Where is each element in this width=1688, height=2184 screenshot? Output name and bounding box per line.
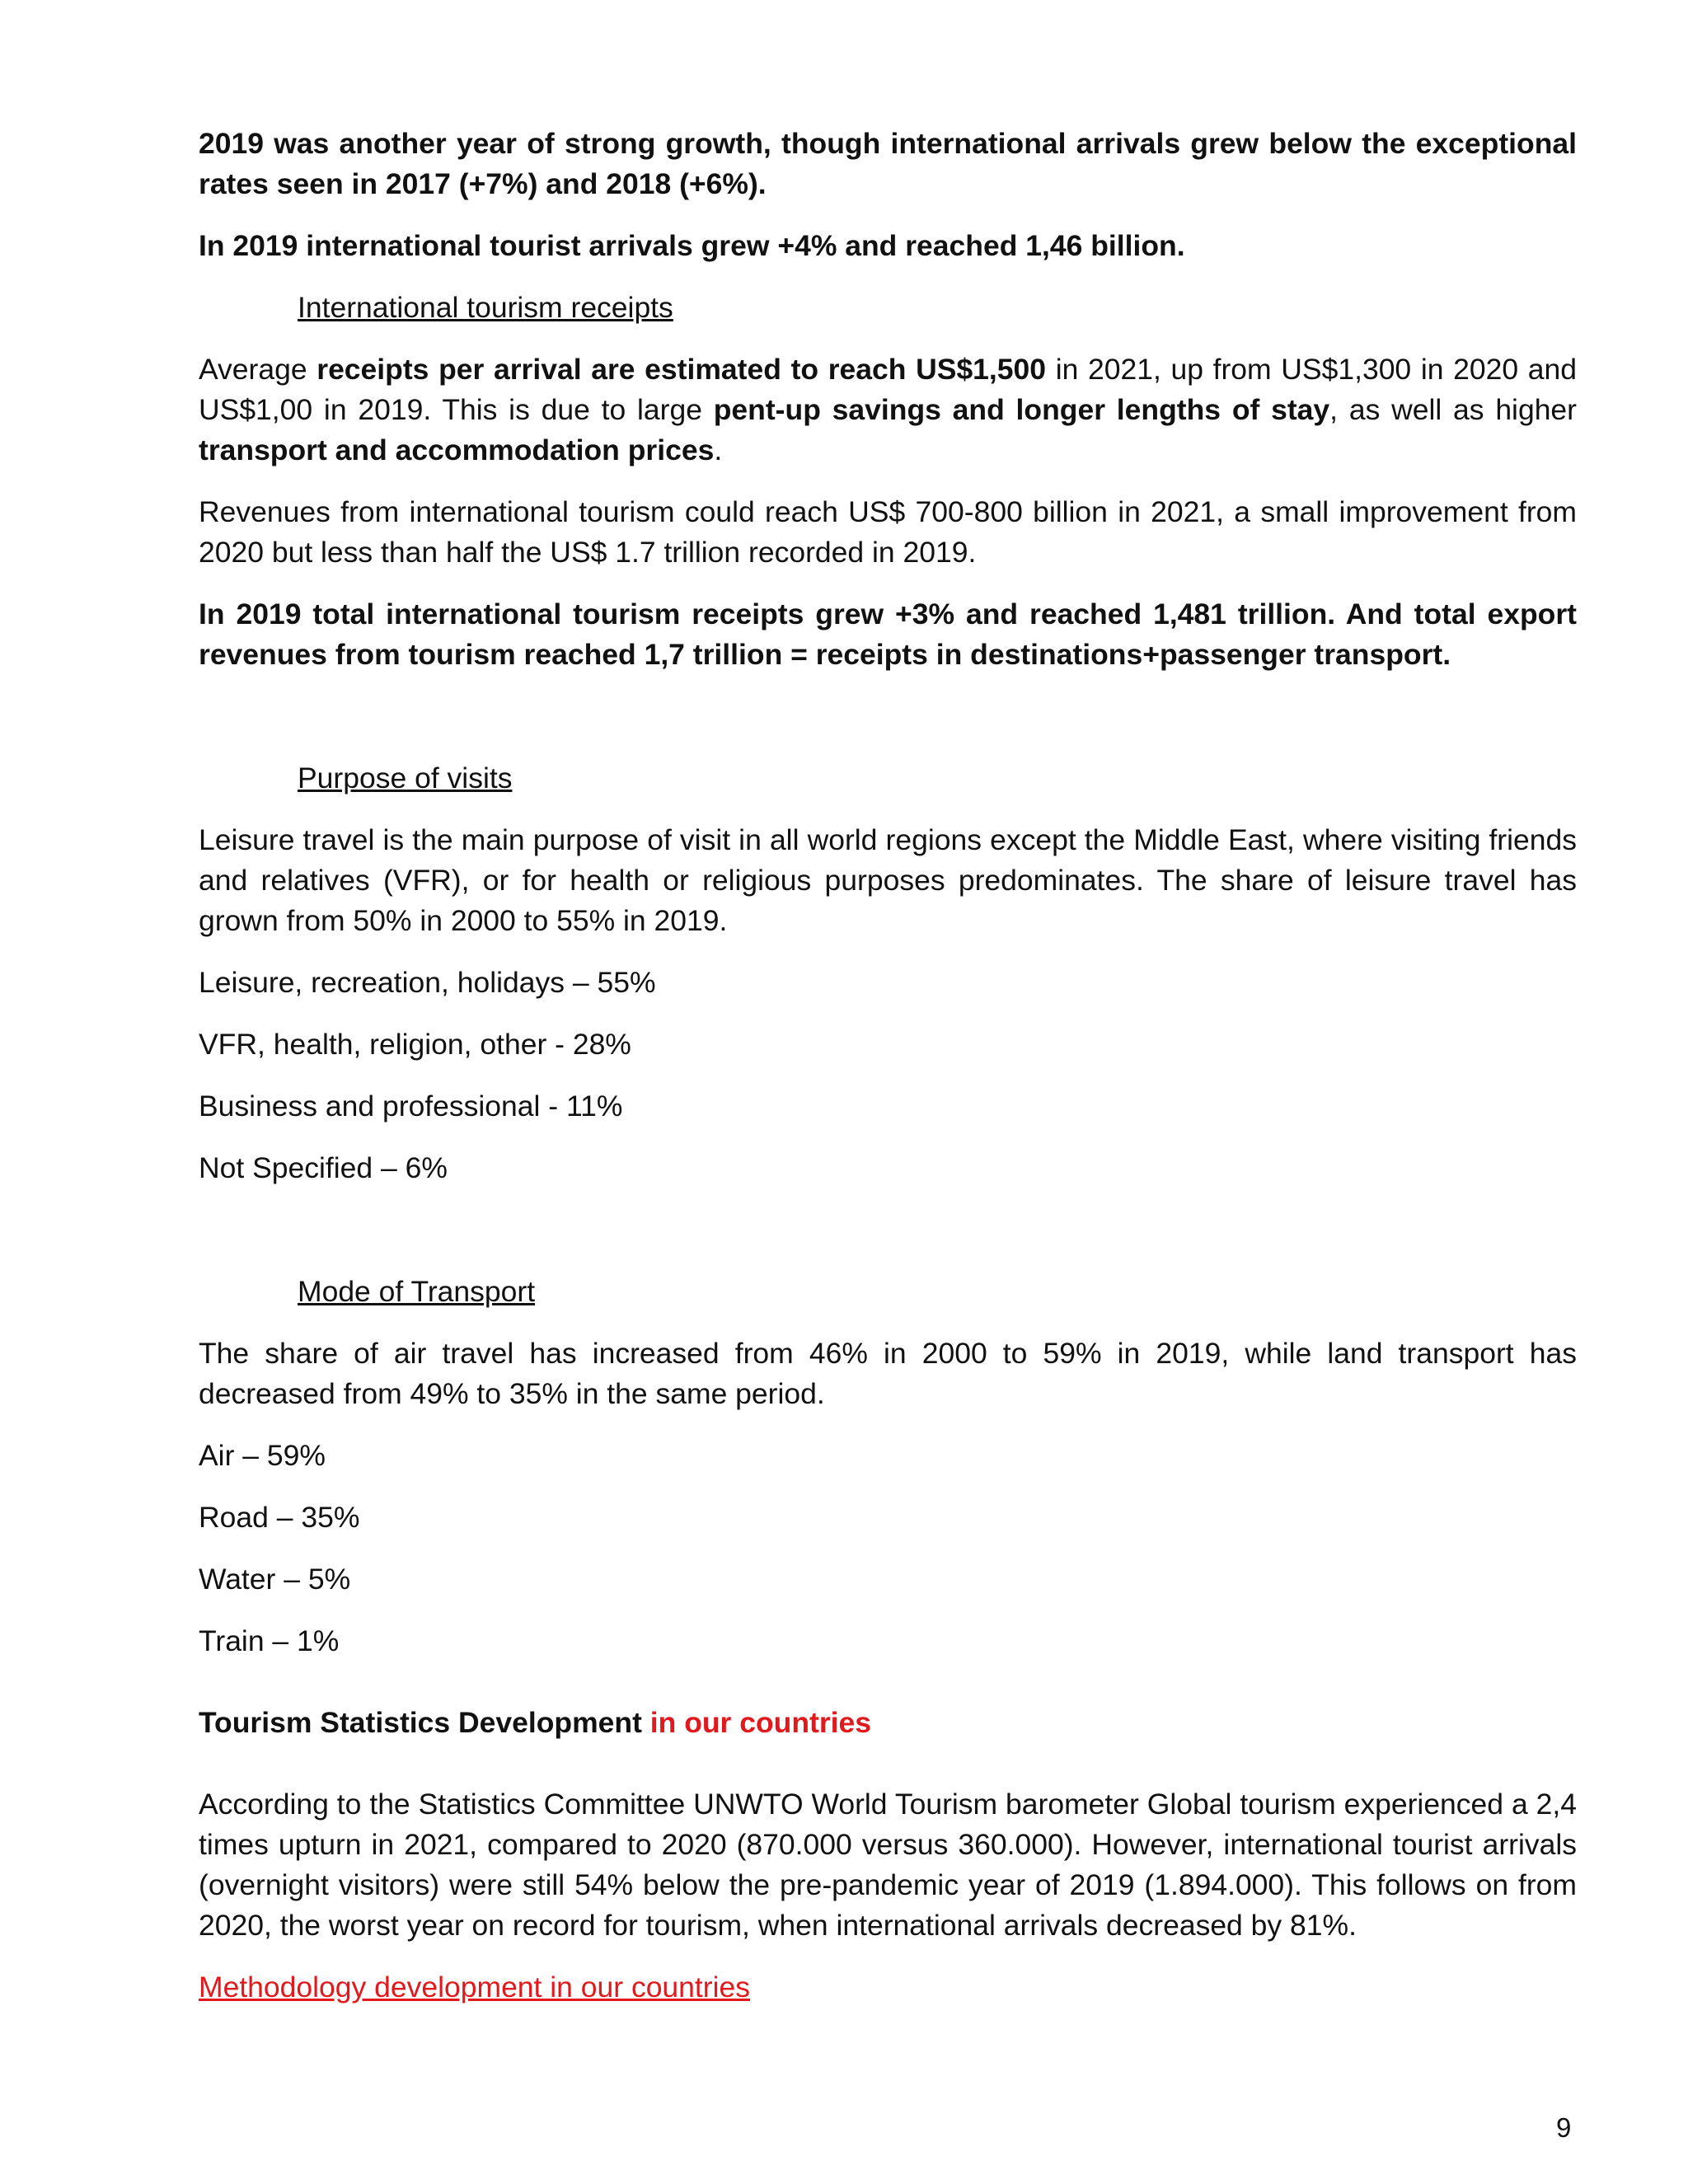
transport-item-air: Air – 59% [199,1439,326,1472]
revenues-paragraph: Revenues from international tourism could reach US$ 700-800 billion in 2021, a small improvement from 2020 but less than half the US$ 1.7 trillion recorded in 2019. [199,495,1577,569]
receipts-text-5: , as well as higher [1329,393,1577,426]
transport-item-water: Water – 5% [199,1563,351,1596]
purpose-item-vfr: VFR, health, religion, other - 28% [199,1028,631,1061]
page-number: 9 [1556,2112,1572,2143]
receipts-text-1: Average [199,353,317,386]
transport-item-train: Train – 1% [199,1624,340,1657]
statistics-heading-text: Tourism Statistics Development [199,1706,642,1739]
page-content [199,124,1577,2008]
purpose-item-leisure: Leisure, recreation, holidays – 55% [199,966,656,999]
statistics-heading-red: in our countries [649,1706,872,1739]
transport-item-road: Road – 35% [199,1501,360,1534]
total-receipts-paragraph: In 2019 total international tourism receipts grew +3% and reached 1,481 trillion. And total export revenues from tourism reached 1,7 trillion = receipts in destinations+passenger transport. [199,598,1577,671]
purpose-intro-paragraph: Leisure travel is the main purpose of visit in all world regions except the Middle East, where visiting friends and relatives (VFR), or for health or religious purposes predominates. The share of leisure travel has grown from 50% in 2000 to 55% in 2019. [199,823,1577,937]
methodology-link[interactable]: Methodology development in our countries [199,1971,750,2004]
receipts-text-4: pent-up savings and longer lengths of stay [713,393,1330,426]
receipts-text-7: . [714,434,723,466]
transport-intro-paragraph: The share of air travel has increased from 46% in 2000 to 59% in 2019, while land transport has decreased from 49% to 35% in the same period. [199,1337,1577,1410]
statistics-body-paragraph: According to the Statistics Committee UNWTO World Tourism barometer Global tourism experienced a 2,4 times upturn in 2021, compared to 2020 (870.000 versus 360.000). However, international tourist arrivals (overnight visitors) were still 54% below the pre-pandemic year of 2019 (1.894.000). This follows on from 2020, the worst year on record for tourism, when international arrivals decreased by 81%. [199,1788,1577,1942]
methodology-paragraph [199,1967,1577,2008]
transport-heading: Mode of Transport [298,1275,536,1308]
growth-paragraph: 2019 was another year of strong growth, though international arrivals grew below the exceptional rates seen in 2017 (+7%) and 2018 (+6%). [199,127,1577,200]
purpose-item-business: Business and professional - 11% [199,1090,623,1122]
receipts-heading: International tourism receipts [298,291,673,324]
statistics-heading [199,1703,1577,1743]
arrivals-paragraph: In 2019 international tourist arrivals grew +4% and reached 1,46 billion. [199,229,1185,262]
receipts-text-2: receipts per arrival are estimated to reach US$1,500 [316,353,1047,386]
receipts-per-arrival-paragraph [199,349,1577,471]
receipts-text-3: in 2021, up from US$1,300 in 2020 and US$1,00 in 2019. This is due to large [199,353,1577,426]
purpose-item-not-specified: Not Specified – 6% [199,1151,448,1184]
receipts-text-6: transport and accommodation prices [199,434,715,466]
purpose-heading: Purpose of visits [298,762,513,794]
